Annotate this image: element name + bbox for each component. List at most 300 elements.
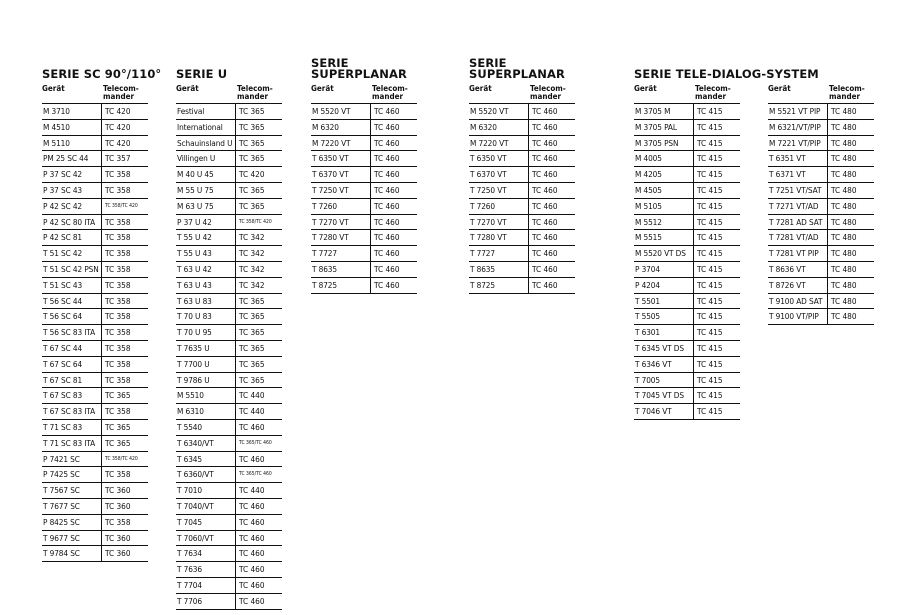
- device-cell: Villingen U: [176, 151, 236, 166]
- remote-cell: TC 415: [697, 232, 723, 243]
- device-cell: M 7221 VT/PIP: [768, 136, 828, 151]
- device-cell: T 55 U 42: [176, 230, 236, 245]
- table-row: [42, 545, 148, 562]
- table-row: [311, 103, 417, 119]
- table-row: [176, 372, 282, 388]
- table-row: [176, 387, 282, 403]
- device-cell: T 6301: [634, 325, 694, 340]
- table-row: [176, 135, 282, 151]
- device-cell: T 71 SC 83: [42, 420, 102, 435]
- table-row: [176, 356, 282, 372]
- remote-cell: TC 480: [831, 153, 857, 164]
- table-row: [311, 198, 417, 214]
- table-row: [42, 166, 148, 182]
- table-row: [768, 119, 874, 135]
- table-row: [311, 166, 417, 182]
- device-cell: T 67 SC 81: [42, 373, 102, 388]
- remote-cell: TC 460: [532, 216, 558, 227]
- table-row: [176, 403, 282, 419]
- table-row: [176, 435, 282, 451]
- device-cell: M 5520 VT DS: [634, 246, 694, 261]
- device-cell: T 7636: [176, 562, 236, 577]
- device-cell: T 7250 VT: [311, 183, 371, 198]
- device-cell: T 5540: [176, 420, 236, 435]
- remote-cell: TC 342: [239, 248, 265, 259]
- device-cell: T 56 SC 83 ITA: [42, 325, 102, 340]
- series-title: [311, 58, 417, 80]
- table-row: [176, 324, 282, 340]
- table-row: [311, 119, 417, 135]
- remote-cell: TC 365: [239, 295, 265, 306]
- device-cell: T 7040/VT: [176, 499, 236, 514]
- remote-cell: TC 460: [374, 121, 400, 132]
- device-cell: T 7045 VT DS: [634, 388, 694, 403]
- column-header-device: Gerät: [634, 84, 657, 93]
- table-row: [469, 214, 575, 230]
- device-cell: T 7567 SC: [42, 483, 102, 498]
- series-title-line: SERIE SC 90°/110°: [42, 67, 162, 81]
- device-cell: P 7421 SC: [42, 452, 102, 467]
- device-cell: T 63 U 42: [176, 262, 236, 277]
- table-row: [634, 387, 740, 403]
- series-title: [634, 58, 819, 81]
- table-row: [634, 150, 740, 166]
- device-cell: M 4005: [634, 151, 694, 166]
- device-cell: M 5110: [42, 136, 102, 151]
- remote-cell: TC 365: [105, 437, 131, 448]
- remote-cell: TC 358: [105, 327, 131, 338]
- remote-cell: TC 358: [105, 169, 131, 180]
- remote-cell: TC 480: [831, 200, 857, 211]
- column-header-device: Gerät: [42, 84, 65, 93]
- table-row: [176, 308, 282, 324]
- table-row: [42, 451, 148, 467]
- device-cell: P 3704: [634, 262, 694, 277]
- remote-cell: TC 357: [105, 153, 131, 164]
- device-cell: T 63 U 83: [176, 294, 236, 309]
- device-cell: P 37 U 42: [176, 215, 236, 230]
- device-cell: T 9677 SC: [42, 531, 102, 546]
- table-serie-tele-dialog-system-cont: [768, 58, 874, 325]
- device-cell: T 56 SC 44: [42, 294, 102, 309]
- device-cell: M 5515: [634, 230, 694, 245]
- remote-cell: TC 460: [374, 153, 400, 164]
- series-title-line: SERIE U: [176, 67, 228, 81]
- device-cell: T 6370 VT: [311, 167, 371, 182]
- remote-cell: TC 460: [374, 200, 400, 211]
- remote-cell: TC 365: [239, 184, 265, 195]
- remote-cell: TC 365: [239, 106, 265, 116]
- table-row: [42, 514, 148, 530]
- column-header: [311, 85, 417, 103]
- remote-cell: TC 360: [105, 548, 131, 559]
- device-cell: M 3705 PAL: [634, 120, 694, 135]
- device-cell: T 7280 VT: [469, 230, 529, 245]
- device-cell: T 9784 SC: [42, 546, 102, 561]
- device-cell: M 6320: [469, 120, 529, 135]
- remote-cell: TC 360: [105, 532, 131, 543]
- table-row: [42, 530, 148, 546]
- table-row: [42, 435, 148, 451]
- remote-cell: TC 420: [105, 106, 131, 116]
- remote-cell: TC 460: [239, 500, 265, 511]
- device-cell: P 37 SC 42: [42, 167, 102, 182]
- device-cell: T 9786 U: [176, 373, 236, 388]
- table-row: [469, 229, 575, 245]
- remote-cell: TC 460: [374, 248, 400, 259]
- device-cell: T 7706: [176, 594, 236, 609]
- device-cell: T 67 SC 44: [42, 341, 102, 356]
- remote-cell: TC 358: [105, 342, 131, 353]
- table-rows: [634, 103, 740, 420]
- remote-cell: TC 480: [831, 216, 857, 227]
- table-row: [469, 150, 575, 166]
- column-header: [768, 85, 874, 103]
- device-cell: T 51 SC 43: [42, 278, 102, 293]
- remote-cell: TC 480: [831, 106, 857, 116]
- remote-cell: TC 358: [105, 263, 131, 274]
- table-row: [768, 198, 874, 214]
- device-cell: T 56 SC 64: [42, 309, 102, 324]
- remote-cell: TC 460: [532, 137, 558, 148]
- table-row: [176, 593, 282, 610]
- table-row: [768, 277, 874, 293]
- table-row: [176, 466, 282, 482]
- table-rows: [768, 103, 874, 325]
- remote-cell: TC 480: [831, 295, 857, 306]
- device-cell: T 6350 VT: [469, 151, 529, 166]
- remote-cell: TC 365: [239, 200, 265, 211]
- device-cell: T 8636 VT: [768, 262, 828, 277]
- remote-cell: TC 358: [105, 295, 131, 306]
- table-serie-u: [176, 58, 282, 610]
- remote-cell: TC 460: [374, 137, 400, 148]
- remote-cell: TC 415: [697, 374, 723, 385]
- table-row: [634, 198, 740, 214]
- table-row: [768, 103, 874, 119]
- remote-cell: TC 460: [239, 453, 265, 464]
- table-row: [311, 150, 417, 166]
- device-cell: T 8635: [311, 262, 371, 277]
- device-cell: M 63 U 75: [176, 199, 236, 214]
- remote-cell: TC 480: [831, 248, 857, 259]
- column-header: [176, 85, 282, 103]
- remote-cell: TC 460: [374, 263, 400, 274]
- table-row: [469, 166, 575, 182]
- table-row: [768, 135, 874, 151]
- table-row: [42, 198, 148, 214]
- remote-cell: TC 358: [105, 358, 131, 369]
- device-cell: T 7281 VT PIP: [768, 246, 828, 261]
- device-cell: Festival: [176, 104, 236, 119]
- table-row: [42, 261, 148, 277]
- device-cell: M 6310: [176, 404, 236, 419]
- table-row: [42, 498, 148, 514]
- device-cell: M 4205: [634, 167, 694, 182]
- table-row: [634, 103, 740, 119]
- table-row: [634, 119, 740, 135]
- remote-cell: TC 440: [239, 485, 265, 496]
- table-row: [176, 482, 282, 498]
- device-cell: T 7727: [311, 246, 371, 261]
- device-cell: T 8726 VT: [768, 278, 828, 293]
- table-row: [176, 561, 282, 577]
- table-row: [176, 229, 282, 245]
- device-cell: P 37 SC 43: [42, 183, 102, 198]
- device-cell: T 7280 VT: [311, 230, 371, 245]
- remote-cell: TC 365: [239, 137, 265, 148]
- remote-cell: TC 358/TC 420: [105, 455, 138, 462]
- remote-cell: TC 460: [532, 248, 558, 259]
- series-title-line: SERIE: [311, 56, 349, 70]
- remote-cell: TC 358: [105, 184, 131, 195]
- table-row: [634, 214, 740, 230]
- table-row: [176, 214, 282, 230]
- table-row: [469, 245, 575, 261]
- device-cell: T 8725: [469, 278, 529, 293]
- remote-cell: TC 365: [239, 311, 265, 322]
- table-row: [768, 166, 874, 182]
- device-cell: M 5520 VT: [469, 104, 529, 119]
- device-cell: T 7281 AD SAT: [768, 215, 828, 230]
- series-title: [469, 58, 575, 80]
- device-cell: T 7005: [634, 373, 694, 388]
- remote-cell: TC 460: [374, 184, 400, 195]
- remote-cell: TC 358/TC 420: [239, 218, 272, 225]
- device-cell: T 6345 VT DS: [634, 341, 694, 356]
- device-cell: T 55 U 43: [176, 246, 236, 261]
- remote-cell: TC 415: [697, 121, 723, 132]
- device-cell: T 6346 VT: [634, 357, 694, 372]
- table-row: [634, 277, 740, 293]
- table-row: [176, 498, 282, 514]
- column-header-remote: Telecom- mander: [829, 84, 865, 101]
- remote-cell: TC 415: [697, 358, 723, 369]
- remote-cell: TC 415: [697, 263, 723, 274]
- remote-cell: TC 415: [697, 279, 723, 290]
- device-cell: T 6350 VT: [311, 151, 371, 166]
- table-row: [42, 214, 148, 230]
- remote-cell: TC 460: [532, 263, 558, 274]
- device-cell: M 7220 VT: [311, 136, 371, 151]
- remote-cell: TC 460: [239, 595, 265, 606]
- device-cell: T 6360/VT: [176, 467, 236, 482]
- remote-cell: TC 415: [697, 295, 723, 306]
- table-row: [42, 372, 148, 388]
- table-row: [768, 182, 874, 198]
- series-title-line: SUPERPLANAR: [311, 67, 407, 81]
- table-rows: [176, 103, 282, 610]
- remote-cell: TC 460: [374, 232, 400, 243]
- table-row: [176, 261, 282, 277]
- remote-cell: TC 415: [697, 200, 723, 211]
- remote-cell: TC 415: [697, 169, 723, 180]
- remote-cell: TC 460: [239, 516, 265, 527]
- table-row: [42, 229, 148, 245]
- device-cell: T 71 SC 83 ITA: [42, 436, 102, 451]
- remote-cell: TC 415: [697, 184, 723, 195]
- table-serie-sc: [42, 58, 162, 562]
- device-cell: T 7260: [469, 199, 529, 214]
- table-row: [176, 119, 282, 135]
- device-cell: T 51 SC 42: [42, 246, 102, 261]
- remote-cell: TC 415: [697, 406, 723, 417]
- remote-cell: TC 480: [831, 184, 857, 195]
- table-row: [176, 150, 282, 166]
- table-row: [469, 198, 575, 214]
- table-row: [176, 340, 282, 356]
- table-row: [768, 245, 874, 261]
- table-row: [176, 577, 282, 593]
- table-row: [42, 277, 148, 293]
- table-row: [176, 419, 282, 435]
- device-cell: P 8425 SC: [42, 515, 102, 530]
- remote-cell: TC 365/TC 460: [239, 439, 272, 446]
- table-row: [42, 103, 148, 119]
- device-cell: T 6345: [176, 452, 236, 467]
- table-rows: [311, 103, 417, 294]
- remote-cell: TC 460: [239, 564, 265, 575]
- column-header: [42, 85, 148, 103]
- remote-cell: TC 415: [697, 390, 723, 401]
- remote-cell: TC 460: [532, 169, 558, 180]
- device-cell: M 40 U 45: [176, 167, 236, 182]
- device-cell: T 6370 VT: [469, 167, 529, 182]
- remote-cell: TC 365: [239, 374, 265, 385]
- device-cell: M 5512: [634, 215, 694, 230]
- table-row: [176, 166, 282, 182]
- device-cell: T 7727: [469, 246, 529, 261]
- device-cell: T 7677 SC: [42, 499, 102, 514]
- table-row: [42, 324, 148, 340]
- remote-cell: TC 460: [374, 279, 400, 290]
- series-title-line: SERIE TELE-DIALOG-SYSTEM: [634, 67, 819, 81]
- column-header: [469, 85, 575, 103]
- series-title-line: SERIE: [469, 56, 507, 70]
- remote-cell: TC 365: [239, 327, 265, 338]
- device-cell: T 7700 U: [176, 357, 236, 372]
- table-row: [176, 293, 282, 309]
- remote-cell: TC 460: [532, 106, 558, 116]
- table-row: [176, 198, 282, 214]
- device-cell: M 5510: [176, 388, 236, 403]
- device-cell: T 7270 VT: [311, 215, 371, 230]
- table-row: [42, 245, 148, 261]
- remote-cell: TC 460: [374, 106, 400, 116]
- column-header-device: Gerät: [176, 84, 199, 93]
- table-row: [311, 277, 417, 294]
- remote-cell: TC 460: [532, 121, 558, 132]
- table-row: [634, 166, 740, 182]
- remote-cell: TC 358: [105, 469, 131, 480]
- table-row: [311, 214, 417, 230]
- table-row: [634, 403, 740, 420]
- remote-cell: TC 365: [105, 421, 131, 432]
- device-cell: M 5521 VT PIP: [768, 104, 828, 119]
- device-cell: M 5105: [634, 199, 694, 214]
- device-cell: M 4510: [42, 120, 102, 135]
- remote-cell: TC 460: [532, 279, 558, 290]
- table-row: [42, 356, 148, 372]
- table-row: [634, 308, 740, 324]
- table-row: [634, 135, 740, 151]
- remote-cell: TC 440: [239, 406, 265, 417]
- remote-cell: TC 342: [239, 279, 265, 290]
- remote-cell: TC 365/TC 460: [239, 471, 272, 478]
- series-title: [768, 58, 874, 80]
- table-row: [176, 245, 282, 261]
- remote-cell: TC 365: [239, 121, 265, 132]
- series-title: [176, 58, 282, 80]
- remote-cell: TC 415: [697, 311, 723, 322]
- device-cell: Schauinsland U: [176, 136, 236, 151]
- column-header-remote: Telecom- mander: [372, 84, 408, 101]
- column-header-device: Gerät: [311, 84, 334, 93]
- device-cell: M 7220 VT: [469, 136, 529, 151]
- remote-cell: TC 415: [697, 153, 723, 164]
- table-rows: [469, 103, 575, 294]
- device-cell: T 7250 VT: [469, 183, 529, 198]
- remote-cell: TC 365: [239, 153, 265, 164]
- remote-cell: TC 358: [105, 279, 131, 290]
- column-header-remote: Telecom- mander: [103, 84, 139, 101]
- table-row: [311, 261, 417, 277]
- table-row: [768, 261, 874, 277]
- remote-cell: TC 358: [105, 216, 131, 227]
- device-cell: T 7634: [176, 546, 236, 561]
- column-header-remote: Telecom- mander: [530, 84, 566, 101]
- device-cell: M 5520 VT: [311, 104, 371, 119]
- table-row: [176, 277, 282, 293]
- remote-cell: TC 460: [239, 532, 265, 543]
- remote-cell: TC 358: [105, 374, 131, 385]
- device-cell: T 70 U 83: [176, 309, 236, 324]
- table-row: [42, 387, 148, 403]
- table-row: [634, 324, 740, 340]
- device-cell: M 3705 PSN: [634, 136, 694, 151]
- device-cell: T 9100 AD SAT: [768, 294, 828, 309]
- table-row: [768, 150, 874, 166]
- device-cell: T 7260: [311, 199, 371, 214]
- remote-cell: TC 480: [831, 311, 857, 322]
- table-row: [469, 119, 575, 135]
- remote-cell: TC 480: [831, 279, 857, 290]
- table-row: [634, 293, 740, 309]
- remote-cell: TC 415: [697, 342, 723, 353]
- device-cell: M 3705 M: [634, 104, 694, 119]
- table-rows: [42, 103, 148, 562]
- device-cell: T 9100 VT/PIP: [768, 309, 828, 324]
- device-cell: T 7060/VT: [176, 531, 236, 546]
- column-header-device: Gerät: [469, 84, 492, 93]
- table-row: [42, 466, 148, 482]
- table-row: [634, 372, 740, 388]
- device-cell: T 7046 VT: [634, 404, 694, 419]
- device-cell: P 7425 SC: [42, 467, 102, 482]
- remote-cell: TC 415: [697, 248, 723, 259]
- device-cell: T 7704: [176, 578, 236, 593]
- remote-cell: TC 480: [831, 137, 857, 148]
- table-row: [42, 340, 148, 356]
- remote-cell: TC 358: [105, 311, 131, 322]
- remote-cell: TC 420: [105, 121, 131, 132]
- remote-cell: TC 358: [105, 232, 131, 243]
- remote-cell: TC 460: [532, 153, 558, 164]
- device-cell: P 4204: [634, 278, 694, 293]
- table-row: [469, 182, 575, 198]
- column-header-remote: Telecom- mander: [237, 84, 273, 101]
- remote-cell: TC 342: [239, 232, 265, 243]
